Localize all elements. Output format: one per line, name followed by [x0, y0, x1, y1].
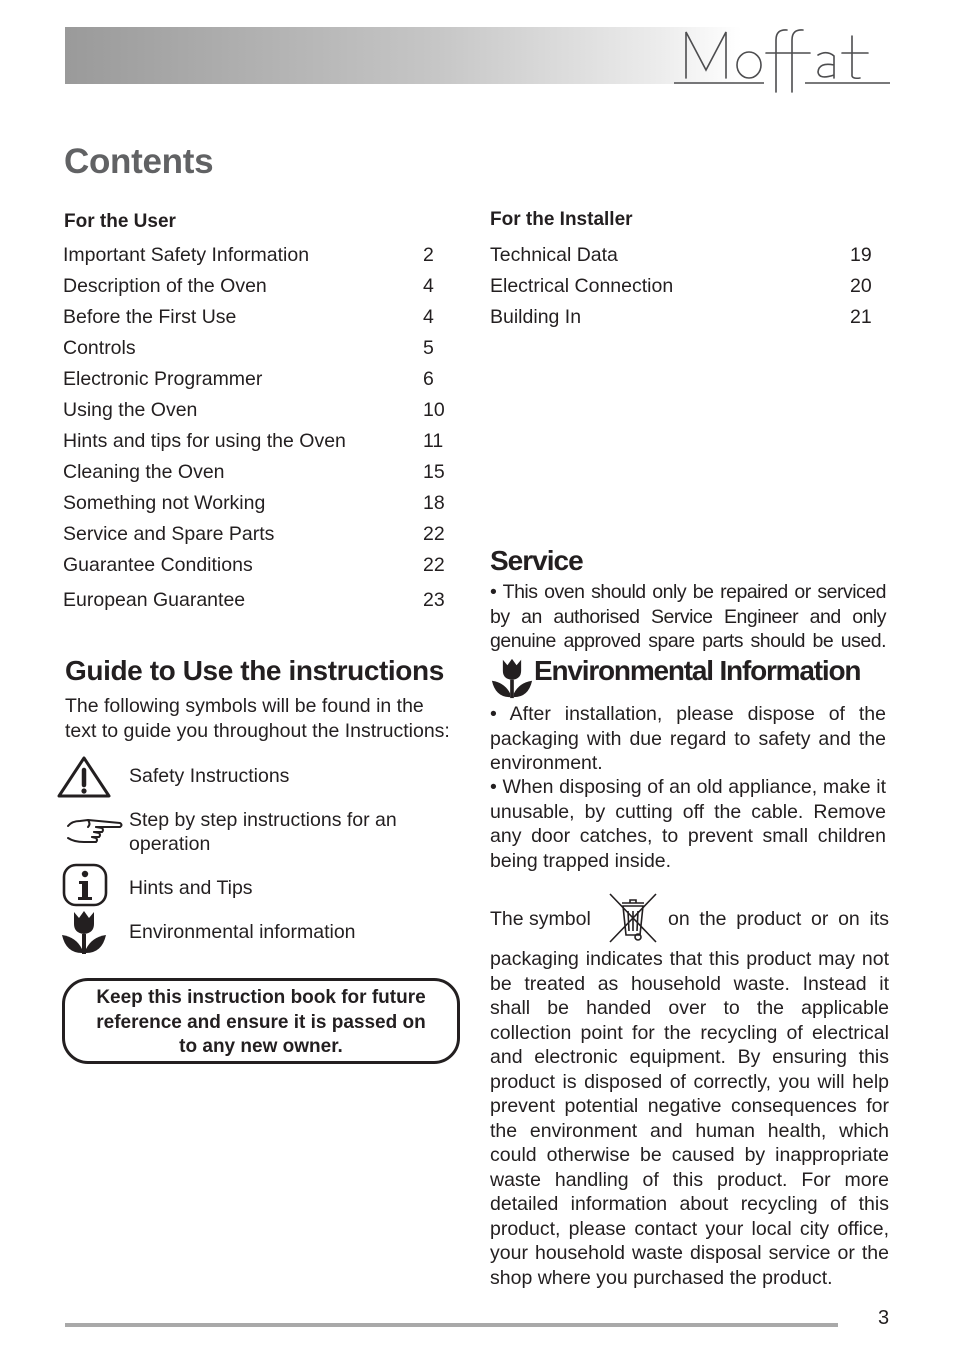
guide-title: Guide to Use the instructions [65, 655, 444, 686]
toc-row[interactable] [63, 271, 448, 302]
symbol-row-hints [56, 863, 466, 909]
toc-row[interactable] [63, 364, 448, 395]
toc-row[interactable] [63, 302, 448, 333]
toc-label: Building In [490, 306, 582, 328]
environment-bullet-disposal: • When disposing of an old appliance, make it unusable, by cutting off the cable. Remove any door catches, to prevent small children being trapped inside. [490, 776, 886, 872]
toc-row[interactable] [63, 240, 448, 271]
user-section-heading: For the User [64, 211, 176, 232]
symbol-text [129, 808, 397, 856]
toc-row[interactable] [63, 488, 448, 519]
symbol-row-safety [56, 755, 466, 799]
toc-page: 4 [423, 275, 434, 297]
toc-page: 18 [423, 492, 445, 514]
toc-row[interactable] [63, 550, 448, 581]
pointing-hand-icon [66, 812, 124, 848]
symbol-text: Safety Instructions [129, 765, 290, 787]
toc-label: Guarantee Conditions [63, 554, 253, 576]
toc-label: European Guarantee [63, 589, 246, 611]
toc-row[interactable] [63, 519, 448, 550]
toc-row[interactable] [63, 333, 448, 364]
toc-page: 22 [423, 523, 445, 545]
service-text: • This oven should only be repaired or serviced by an authorised Service Engineer and only genuine approved spare parts should be used. [490, 581, 886, 652]
symbol-text-line: Step by step instructions for an [129, 809, 397, 831]
warning-triangle-icon [56, 755, 112, 799]
toc-label: Cleaning the Oven [63, 461, 225, 483]
environment-bullet-packaging: • After installation, please dispose of the packaging with due regard to safety and the environment. [490, 703, 886, 774]
toc-row[interactable] [63, 395, 448, 426]
toc-row[interactable] [490, 302, 880, 333]
toc-label: Something not Working [63, 492, 266, 514]
toc-page: 5 [423, 337, 434, 359]
symbol-row-step [56, 806, 466, 858]
tulip-icon [60, 909, 108, 955]
toc-page: 4 [423, 306, 434, 328]
toc-label: Description of the Oven [63, 275, 267, 297]
weee-text: packaging indicates that this product may not be treated as household waste. Instead it shall be handed over to the applicable collection point for the recycling of electrical and electronic equipment. By ensuring this product is disposed of correctly, you will help prevent potential negative consequences for the environment and human health, which could otherwise be caused by inappropriate waste handling of this product. For more detailed information about recycling of this product, please contact your local city office, your household waste disposal service or the shop where you purchased the product. [490, 948, 889, 1289]
tulip-icon [490, 657, 534, 699]
info-icon [62, 863, 108, 907]
symbol-text: Environmental information [129, 921, 356, 943]
installer-toc-list [490, 240, 880, 333]
toc-label: Important Safety Information [63, 244, 310, 266]
page-title: Contents [64, 142, 214, 181]
toc-label: Hints and tips for using the Oven [63, 430, 346, 452]
toc-page: 20 [850, 275, 872, 297]
toc-row[interactable] [490, 240, 880, 271]
guide-intro-line: The following symbols will be found in the [65, 695, 424, 717]
keep-instructions-note [62, 978, 460, 1064]
page-number: 3 [878, 1307, 890, 1329]
toc-page: 6 [423, 368, 434, 390]
toc-row[interactable] [63, 585, 448, 616]
guide-intro [65, 694, 465, 744]
symbol-suffix-text: on the product or on its [668, 908, 889, 930]
note-line: to any new owner. [179, 1036, 343, 1057]
toc-page: 23 [423, 589, 445, 611]
toc-row[interactable] [63, 457, 448, 488]
symbol-text: Hints and Tips [129, 877, 253, 899]
toc-row[interactable] [490, 271, 880, 302]
toc-label: Controls [63, 337, 136, 359]
toc-label: Using the Oven [63, 399, 198, 421]
symbol-text-line: operation [129, 833, 211, 855]
moffat-logo [672, 20, 892, 96]
environment-title: Environmental Information [534, 655, 861, 686]
note-line: Keep this instruction book for future [96, 987, 426, 1008]
installer-section-heading: For the Installer [490, 209, 633, 230]
toc-row[interactable] [63, 426, 448, 457]
toc-page: 21 [850, 306, 872, 328]
guide-intro-line: text to guide you throughout the Instructions: [65, 720, 450, 742]
symbol-row-environment [56, 909, 466, 955]
toc-page: 10 [423, 399, 445, 421]
note-line: reference and ensure it is passed on [96, 1011, 426, 1033]
toc-page: 15 [423, 461, 445, 483]
symbol-prefix-text: The symbol [490, 908, 591, 930]
toc-label: Before the First Use [63, 306, 237, 328]
toc-label: Electronic Programmer [63, 368, 263, 390]
toc-page: 19 [850, 244, 872, 266]
toc-label: Electrical Connection [490, 275, 674, 297]
toc-page: 2 [423, 244, 434, 266]
service-title: Service [490, 545, 583, 576]
toc-label: Service and Spare Parts [63, 523, 275, 545]
toc-page: 11 [423, 430, 444, 452]
toc-page: 22 [423, 554, 445, 576]
crossed-out-wheelie-bin-icon [606, 891, 660, 945]
toc-label: Technical Data [490, 244, 618, 266]
footer-rule [65, 1323, 838, 1327]
user-toc-list [63, 240, 448, 616]
